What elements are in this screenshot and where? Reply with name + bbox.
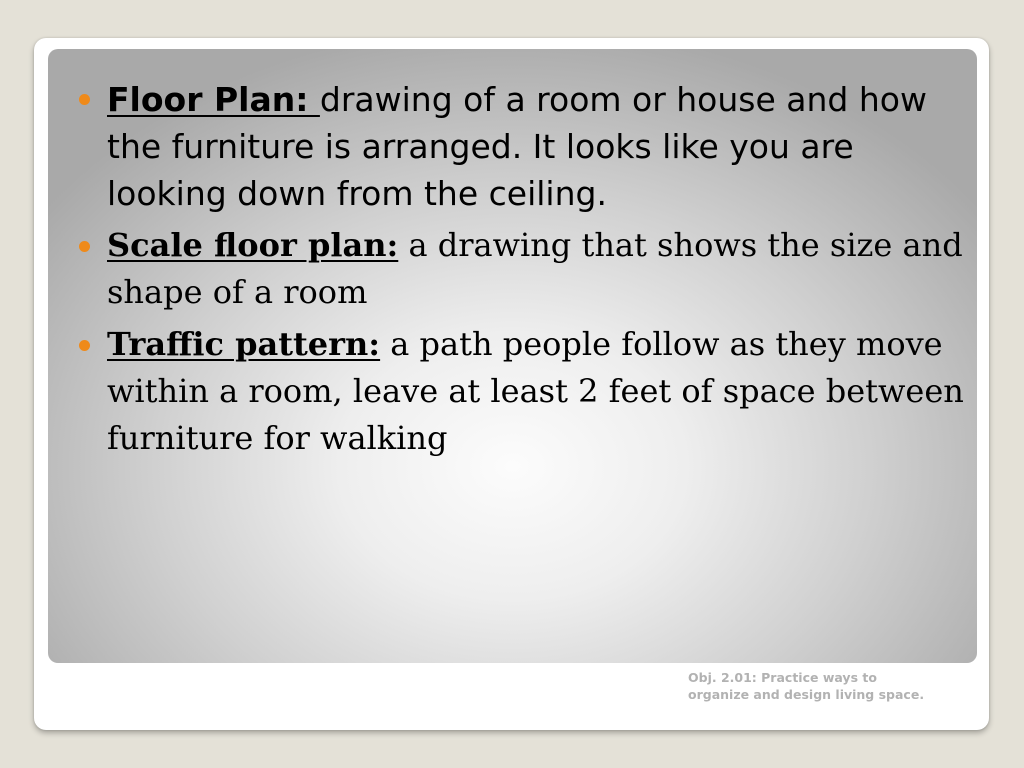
definition-scale-floor-plan: a drawing that shows the size and shape of a room xyxy=(107,226,963,311)
bullet-dot-icon xyxy=(79,340,90,351)
term-traffic-pattern: Traffic pattern: xyxy=(107,325,381,363)
bullet-item-traffic-pattern xyxy=(48,321,977,462)
term-scale-floor-plan: Scale floor plan: xyxy=(107,226,399,264)
slide-card xyxy=(34,38,989,730)
bullet-dot-icon xyxy=(79,94,90,105)
footer-objective: Obj. 2.01: Practice ways to organize and design living space. xyxy=(688,670,925,702)
bullet-item-floor-plan xyxy=(48,76,977,217)
bullet-list xyxy=(48,76,977,467)
definition-traffic-pattern: a path people follow as they move within a room, leave at least 2 feet of space between furniture for walking xyxy=(107,325,964,457)
bullet-dot-icon xyxy=(79,241,90,252)
content-panel xyxy=(48,49,977,663)
bullet-item-scale-floor-plan xyxy=(48,222,977,316)
definition-floor-plan: drawing of a room or house and how the furniture is arranged. It looks like you are looking down from the ceiling. xyxy=(107,80,927,213)
term-floor-plan: Floor Plan: xyxy=(107,80,320,119)
